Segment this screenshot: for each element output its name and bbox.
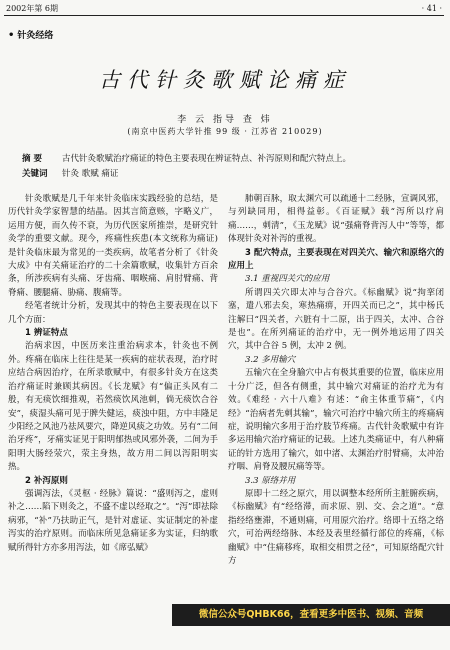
paragraph: 治病求因，中医历来注重治病求本，针灸也不例外。疼痛在临床上往往是某一疾病的症状表现，治疗时应结合病因治疗，在所录歌赋中，有很多针灸方在这类治疗痛证时兼顾其病因。《长龙赋》有“偏正头风有二般，有无痰饮细推观，若然痰饮风池刺，倘无痰饮合谷安”，痰湿头痛可见于脾失健运，痰浊中阻，方中丰隆足少阳经之风池乃祛风要穴，降逆风痰之功效。另有“二间治牙疼”，牙痛实证见于阳明郁热或风邪外袭，二间为手阳明大肠经荥穴，荥主身热，故方用二间以泻阳明实热。	[8, 341, 218, 473]
section-tag-label: 针灸经络	[17, 31, 54, 41]
abstract-text: 古代针灸歌赋治疗痛证的特色主要表现在辨证特点、补泻原则和配穴特点上。	[62, 154, 352, 164]
paragraph: 原即十二经之原穴，用以调整本经所所主脏腑疾病，《标幽赋》有“经络滞，而求原、别、交、会之道”。“意指经络壅滞，不通则痛，可用原穴治疗。络即十五络之络穴，可治两经络脉、本经及表里经循行部位的疼痛，《标幽赋》中“住痛移疼，取相交相贯之径”，可知原络配穴针方	[228, 488, 444, 566]
section-heading: 3 配穴特点，主要表现在对四关穴、输穴和原络穴的应用上	[228, 247, 444, 272]
subsection-heading: 3.2 多用输穴	[245, 354, 296, 365]
paragraph: 针灸歌赋是几千年来针灸临床实践经验的总结，是历代针灸学家智慧的结晶。因其言简意赅，字略义广，运用方便，而久传不衰，为历代医家所推崇，是研究针灸学的重要文献。现今，疼痛性疾患(本文统称为痛证)是针灸临床最为常见的一类疾病，故笔者分析了《针灸大成》中有关痛证治疗的二十余篇歌赋，收集针方百余条，所涉疾病有头痛、牙齿痛、咽喉痛、肩肘臂痛、背脊痛、腰腿痛、胁痛、腹痛等。	[8, 194, 218, 298]
subsection-heading: 3.3 原络并用	[245, 475, 296, 486]
abstract	[22, 152, 442, 164]
page-header	[4, 2, 444, 16]
affiliation: (南京中医药大学针推 99 级 · 江苏省 210029)	[127, 127, 323, 136]
paragraph: 所谓四关穴即太冲与合谷穴。《标幽赋》说“拘挛闭塞，遣八邪去矣，寒热痛痹，开四关而已之”，其中杨氏注解曰“四关者，六脏有十二原，出于四关，太冲、合谷是也”。在所列痛证的治疗中，无一例外地运用了四关穴，其中合谷 5 例，太冲 2 例。	[228, 287, 444, 352]
article-title: 古代针灸歌赋论痛症	[99, 68, 351, 92]
section-heading: 1 辨证特点	[25, 328, 68, 339]
paragraph: 五输穴在全身腧穴中占有极其重要的位置，临床应用十分广泛，但各有侧重，其中输穴对痛证的治疗尤为有效。《难经 · 六十八难》有述：“俞主体重节痛”，《内经》“治病者先刺其输”，输穴可治疗中输穴所主的疼痛病症，说明输穴多用于治疗肢节疼痛。古代针灸歌赋中有许多运用输穴治疗痛证的记载。上述九类痛证中，有八种痛证的针方选用了输穴，如中渚、太渊治疗肘臂痛，太冲治疗咽、肩脊及腰尻痛等等。	[228, 368, 444, 473]
right-column	[228, 193, 444, 568]
paragraph: 强调泻法，《灵枢 · 经脉》篇说：“盛则泻之，虚则补之……陷下则灸之，不盛不虚以经取之”。“泻”即祛除病邪，“补”乃扶助正气，是针对虚证、实证制定的补虚泻实的治疗原则。而临床所见急痛证多为实证，归纳歌赋所得针方亦多用泻法，如《席弘赋》	[8, 488, 218, 553]
footer-banner: 微信公众号QHBK66，查看更多中医书、视频、音频	[172, 604, 450, 626]
page-number: · 41 ·	[421, 4, 442, 13]
keywords-label: 关键词	[22, 169, 48, 179]
keywords	[22, 167, 442, 179]
left-column	[8, 193, 218, 555]
keywords-text: 针灸 歌赋 痛证	[62, 169, 119, 179]
section-tag	[8, 28, 53, 41]
section-heading: 2 补泻原则	[25, 475, 68, 486]
journal-issue: 2002年第 6期	[6, 4, 58, 13]
bullet-icon: •	[8, 30, 15, 41]
abstract-label: 摘 要	[22, 154, 42, 164]
authors: 李 云 指导 查 炜	[177, 115, 273, 125]
paragraph: 肺朝百脉，取太渊穴可以疏通十二经脉，宣调风邪，与列缺同用，相得益彰。《百证赋》载“泻所以疗肩痛……，刺清”，《玉龙赋》说“强痛脊背泻人中”等等，都体现针灸对补泻的重视。	[228, 194, 444, 245]
subsection-heading: 3.1 重视四关穴的应用	[245, 274, 330, 285]
paragraph: 经笔者统计分析，发现其中的特色主要表现在以下几个方面：	[8, 301, 218, 325]
